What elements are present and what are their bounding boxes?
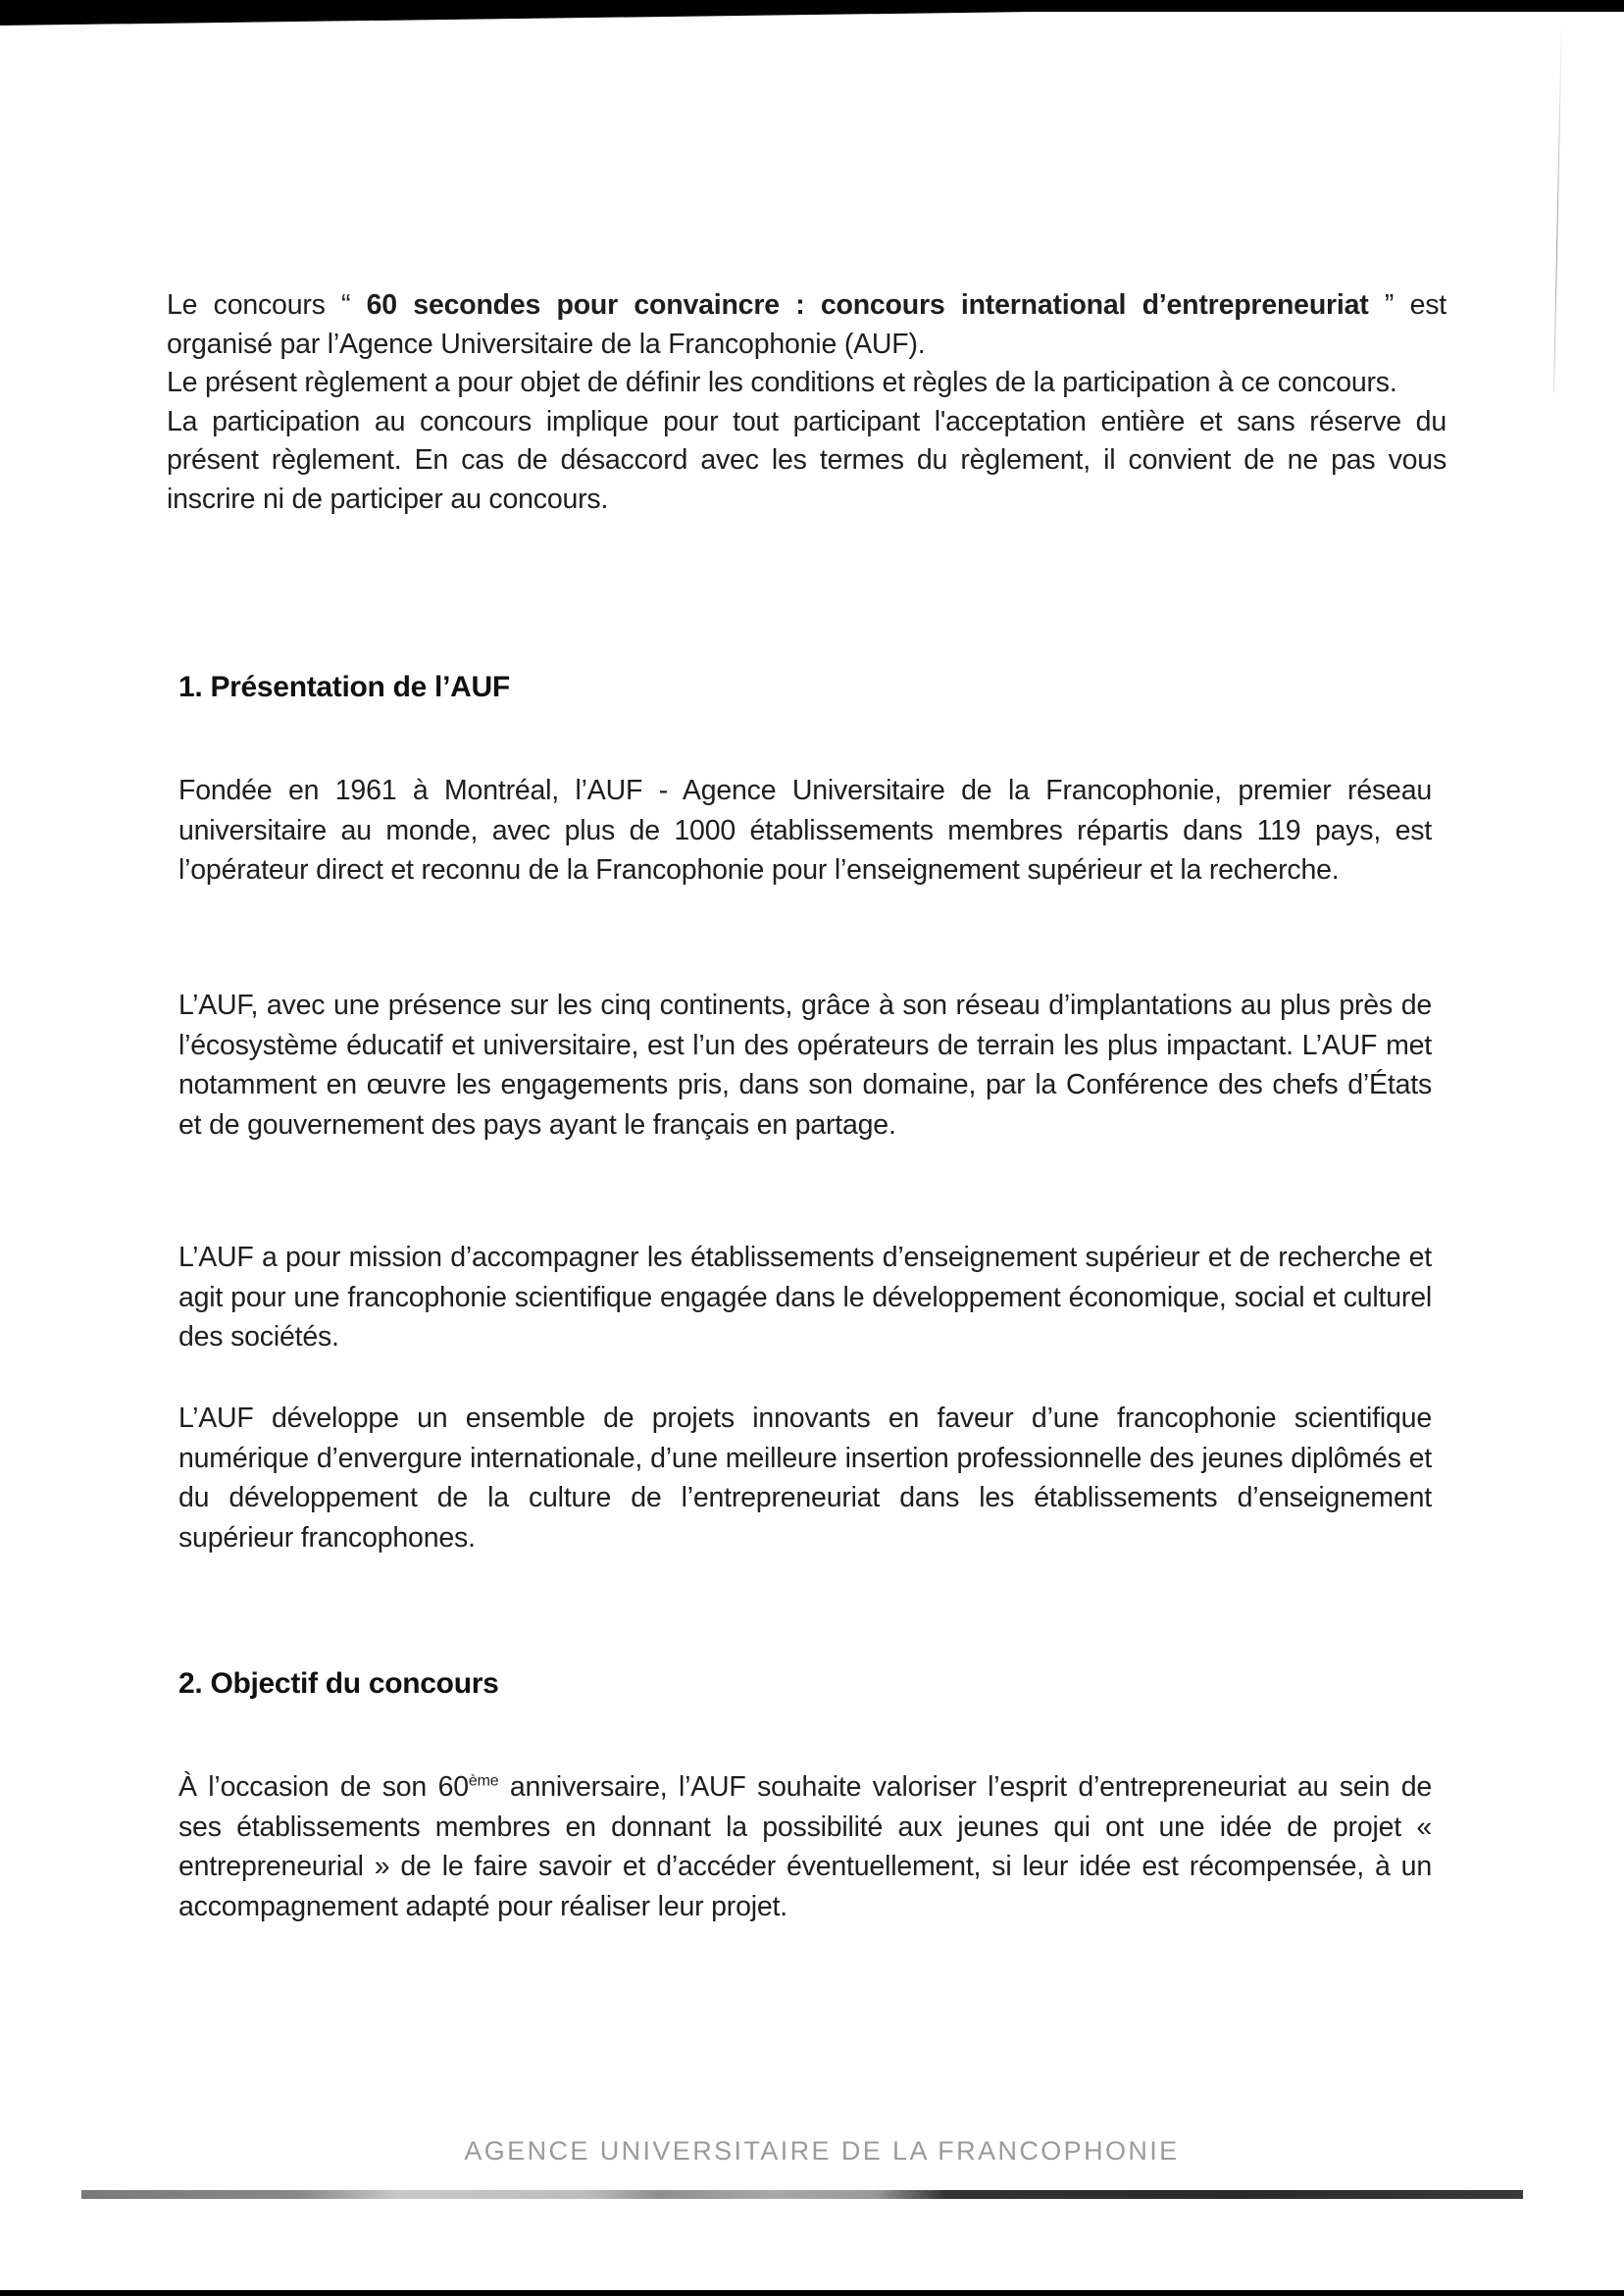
intro-paragraph-2: Le présent règlement a pour objet de définir les conditions et règles de la participation à ce concours. <box>167 367 1397 398</box>
section-1-paragraph: L’AUF a pour mission d’accompagner les établissements d’enseignement supérieur et de recherche et agit pour une francophonie scientifique engagée dans le développement économique, social et culturel des sociétés. <box>178 1242 1432 1352</box>
intro-block <box>167 286 1446 519</box>
section-1-heading-block <box>178 671 1432 704</box>
contest-name: 60 secondes pour convaincre : concours international d’entrepreneuriat <box>366 289 1369 321</box>
section-1-paragraph-2-block <box>178 986 1432 1145</box>
intro-paragraph-1: Le concours “ 60 secondes pour convaincre : concours international d’entrepreneuriat ” est organisé par l’Agence Universitaire de la Francophonie (AUF). <box>167 289 1446 360</box>
section-1-paragraph-4-block <box>178 1399 1432 1557</box>
section-2-title: 2. Objectif du concours <box>178 1667 499 1700</box>
section-2-paragraph-block <box>178 1767 1432 1926</box>
section-1-paragraph-1-block <box>178 771 1432 891</box>
footer-organization-name: AGENCE UNIVERSITAIRE DE LA FRANCOPHONIE <box>464 2136 1180 2166</box>
section-2-paragraph: À l’occasion de son 60ème anniversaire, l’AUF souhaite valoriser l’esprit d’entrepreneuriat au sein de ses établissements membres en donnant la possibilité aux jeunes qui ont une idée de projet « entrepreneurial » de le faire savoir et d’accéder éventuellement, si leur idée est récompensée, à un accompagnement adapté pour réaliser leur projet. <box>178 1771 1433 1922</box>
footer-rule <box>81 2190 1523 2199</box>
intro-paragraph-3: La participation au concours implique pour tout participant l'acceptation entière et sans réserve du présent règlement. En cas de désaccord avec les termes du règlement, il convient de ne pas vous inscrire ni de participer au concours. <box>167 405 1446 515</box>
scan-border-top-skew <box>0 0 1624 26</box>
section-1-paragraph: Fondée en 1961 à Montréal, l’AUF - Agence Universitaire de la Francophonie, premier réseau universitaire au monde, avec plus de 1000 établissements membres répartis dans 119 pays, est l’opérateur direct et reconnu de la Francophonie pour l’enseignement supérieur et la recherche. <box>178 775 1432 886</box>
section-1-paragraph-3-block <box>178 1238 1432 1357</box>
ordinal-superscript: ème <box>468 1772 499 1790</box>
section-1-title: 1. Présentation de l’AUF <box>178 671 510 703</box>
scan-artifact-line <box>1553 20 1562 392</box>
section-2-heading-block <box>178 1667 1432 1701</box>
section-1-paragraph: L’AUF, avec une présence sur les cinq continents, grâce à son réseau d’implantations au plus près de l’écosystème éducatif et universitaire, est l’un des opérateurs de terrain les plus impactant. L’AUF met notamment en œuvre les engagements pris, dans son domaine, par la Conférence des chefs d’États et de gouvernement des pays ayant le français en partage. <box>178 990 1432 1141</box>
scan-border-bottom <box>0 2290 1624 2296</box>
section-1-paragraph: L’AUF développe un ensemble de projets innovants en faveur d’une francophonie scientifique numérique d’envergure internationale, d’une meilleure insertion professionnelle des jeunes diplômés et du développement de la culture de l’entrepreneuriat dans les établissements d’enseignement supérieur francophones. <box>178 1403 1432 1554</box>
